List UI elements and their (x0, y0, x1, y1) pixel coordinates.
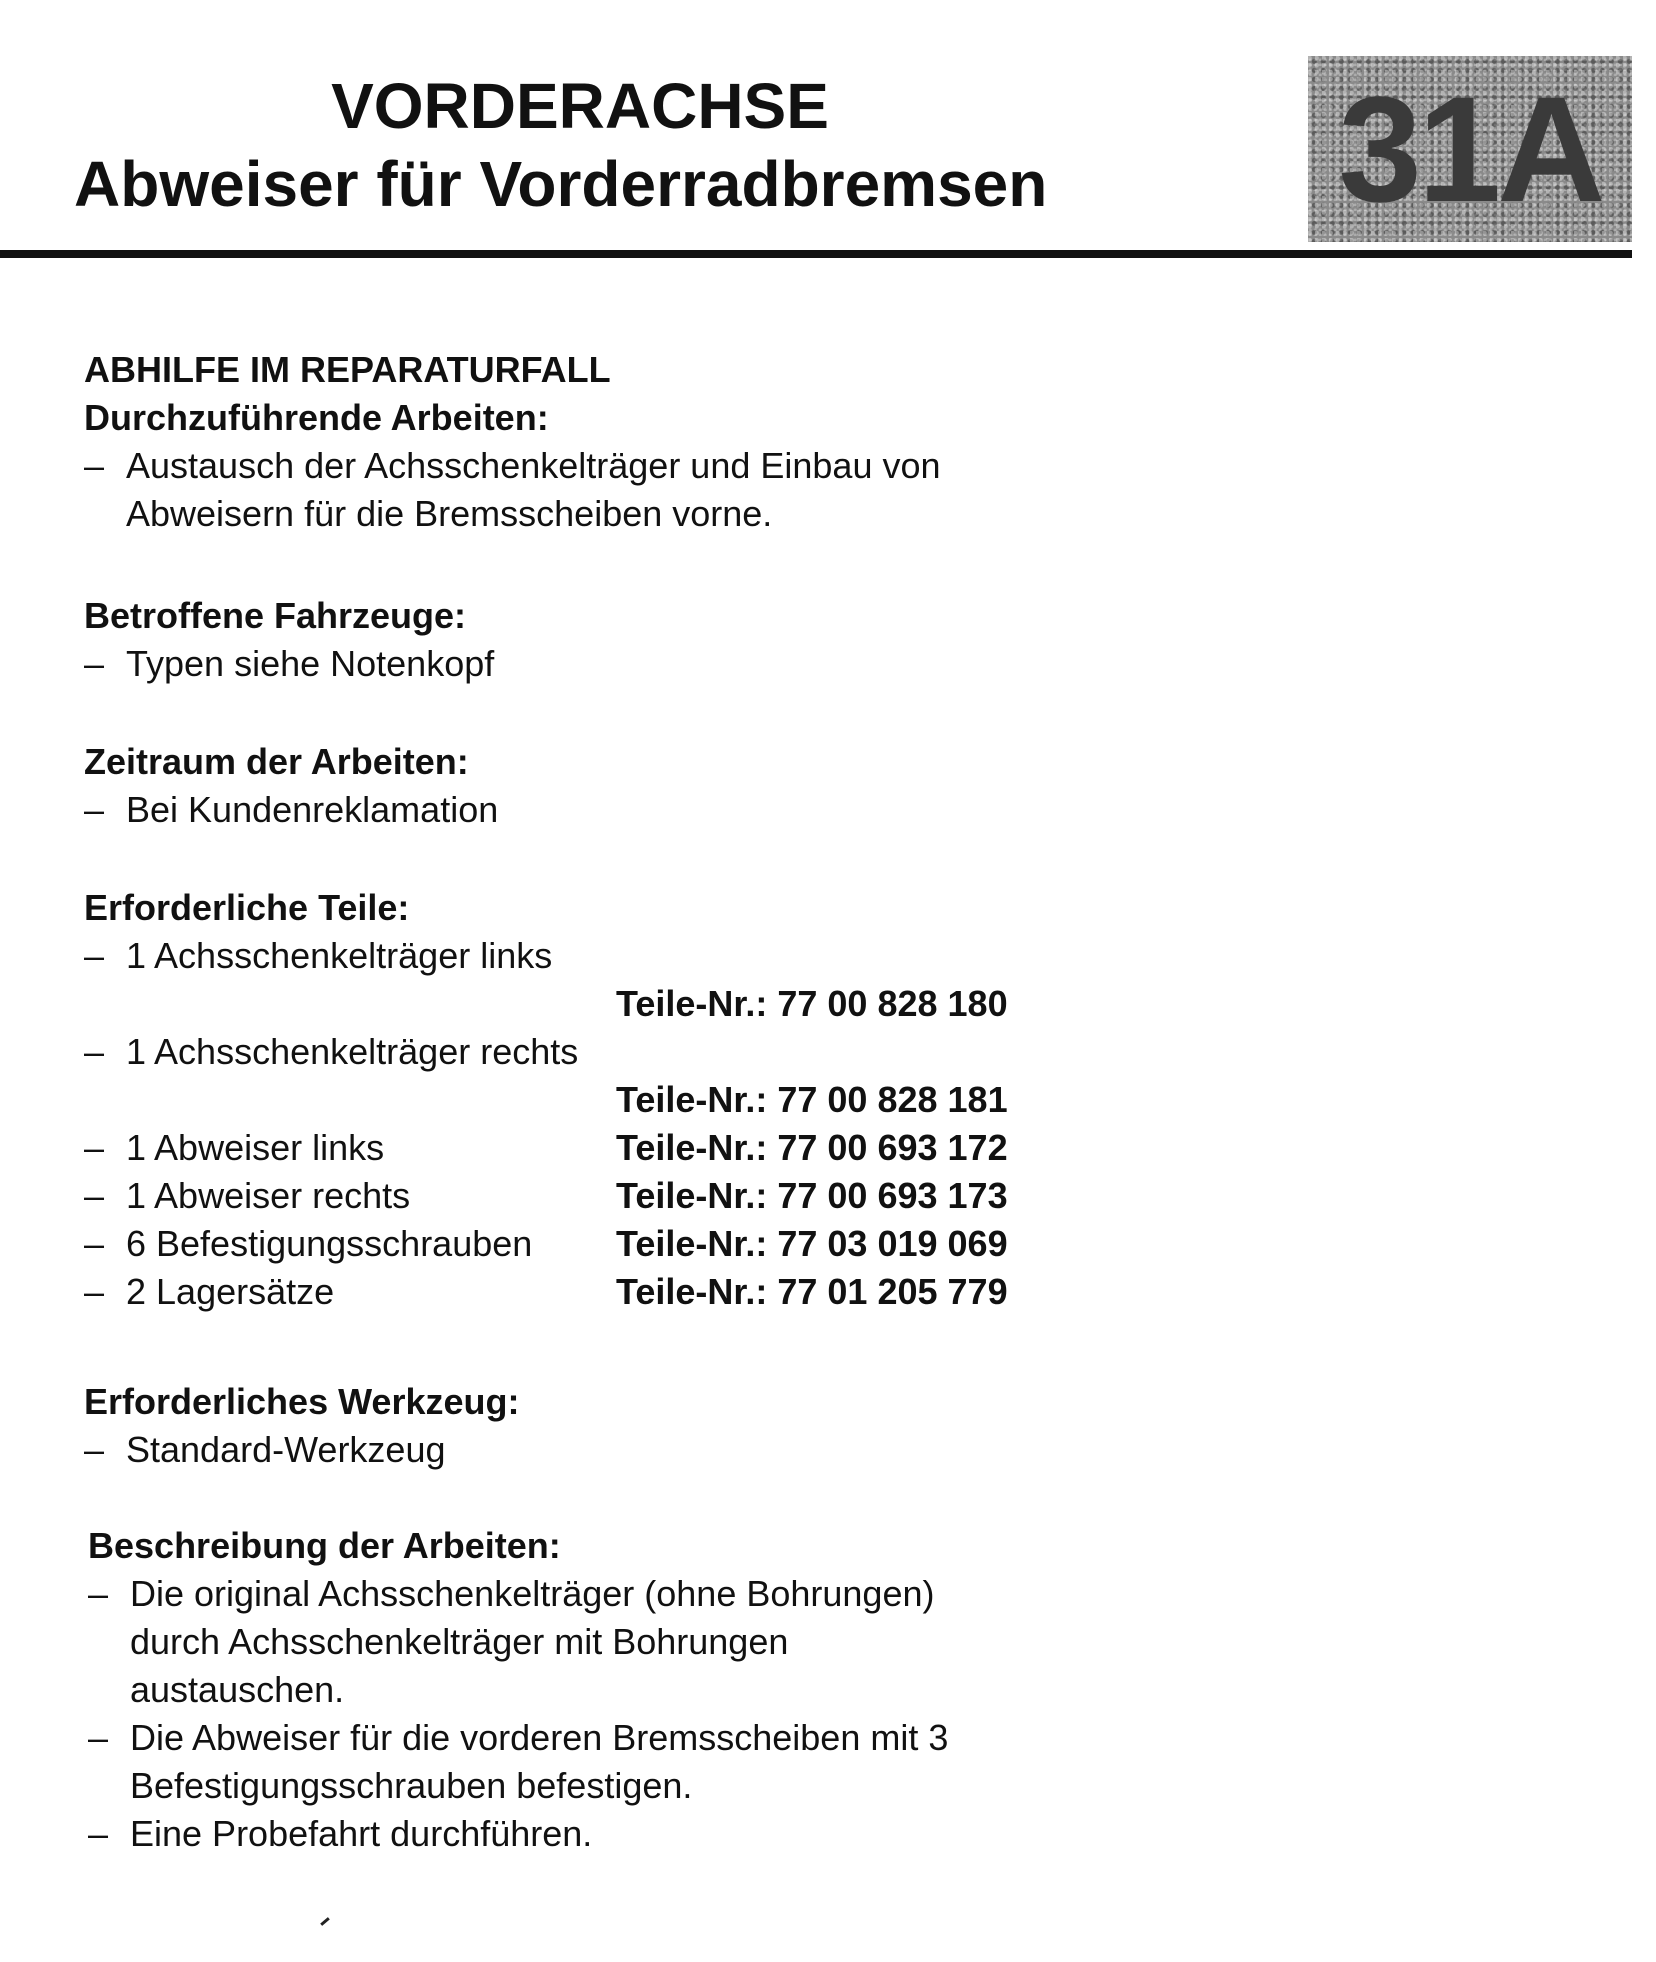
part-label: 6 Befestigungsschrauben (126, 1223, 533, 1264)
section-parts (84, 884, 1084, 1316)
page-subtitle: Abweiser für Vorderradbremsen (74, 148, 1048, 220)
description-item: – Eine Probefahrt durchführen. (88, 1813, 593, 1854)
part-label: 1 Achsschenkelträger links (126, 935, 553, 976)
header-divider (0, 250, 1632, 258)
section-work (84, 346, 941, 538)
parts-row: – 2 Lagersätze Teile-Nr.: 77 01 205 779 (84, 1268, 1084, 1316)
parts-row (84, 1076, 1084, 1124)
part-number: Teile-Nr.: 77 03 019 069 (616, 1223, 1008, 1264)
tools-heading: Erforderliches Werkzeug: (84, 1381, 520, 1422)
description-item: – Die original Achsschenkelträger (ohne Bohrungen) (88, 1573, 935, 1614)
vehicles-heading: Betroffene Fahrzeuge: (84, 595, 467, 636)
part-number: Teile-Nr.: 77 00 693 172 (616, 1127, 1008, 1168)
part-label: 2 Lagersätze (126, 1271, 335, 1312)
parts-heading: Erforderliche Teile: (84, 887, 410, 928)
description-item: – Die Abweiser für die vorderen Bremsscheiben mit 3 (88, 1717, 949, 1758)
part-number: Teile-Nr.: 77 00 693 173 (616, 1175, 1008, 1216)
part-label: 1 Abweiser rechts (126, 1175, 411, 1216)
parts-row: – 6 Befestigungsschrauben Teile-Nr.: 77 03 019 069 (84, 1220, 1084, 1268)
section-badge (1308, 56, 1632, 242)
parts-row: – 1 Achsschenkelträger rechts (84, 1031, 579, 1072)
period-heading: Zeitraum der Arbeiten: (84, 741, 469, 782)
section-vehicles (84, 592, 494, 688)
work-item: – Austausch der Achsschenkelträger und Einbau von (84, 445, 941, 486)
page-title: VORDERACHSE (331, 70, 829, 142)
section-badge-label: 31A (1338, 65, 1602, 233)
parts-row (84, 980, 1084, 1028)
part-number: Teile-Nr.: 77 00 828 181 (616, 1079, 1008, 1120)
description-item-continued: durch Achsschenkelträger mit Bohrungen (130, 1621, 789, 1662)
part-label: 1 Achsschenkelträger rechts (126, 1031, 579, 1072)
section-description (88, 1522, 948, 1858)
tools-item: – Standard-Werkzeug (84, 1429, 446, 1470)
section-period (84, 738, 498, 834)
parts-row: – 1 Achsschenkelträger links (84, 935, 553, 976)
scan-mark (320, 1917, 330, 1926)
part-number: Teile-Nr.: 77 01 205 779 (616, 1271, 1008, 1312)
section-tools (84, 1378, 519, 1474)
part-label: 1 Abweiser links (126, 1127, 385, 1168)
parts-row: – 1 Abweiser rechts Teile-Nr.: 77 00 693 173 (84, 1172, 1084, 1220)
description-item-continued: austauschen. (130, 1669, 345, 1710)
main-heading: ABHILFE IM REPARATURFALL (84, 349, 611, 390)
period-item: – Bei Kundenreklamation (84, 789, 499, 830)
work-heading: Durchzuführende Arbeiten: (84, 397, 549, 438)
vehicles-item: – Typen siehe Notenkopf (84, 643, 495, 684)
parts-row: – 1 Abweiser links Teile-Nr.: 77 00 693 172 (84, 1124, 1084, 1172)
description-heading: Beschreibung der Arbeiten: (88, 1525, 561, 1566)
part-number: Teile-Nr.: 77 00 828 180 (616, 983, 1008, 1024)
work-item-continued: Abweisern für die Bremsscheiben vorne. (126, 493, 773, 534)
description-item-continued: Befestigungsschrauben befestigen. (130, 1765, 693, 1806)
